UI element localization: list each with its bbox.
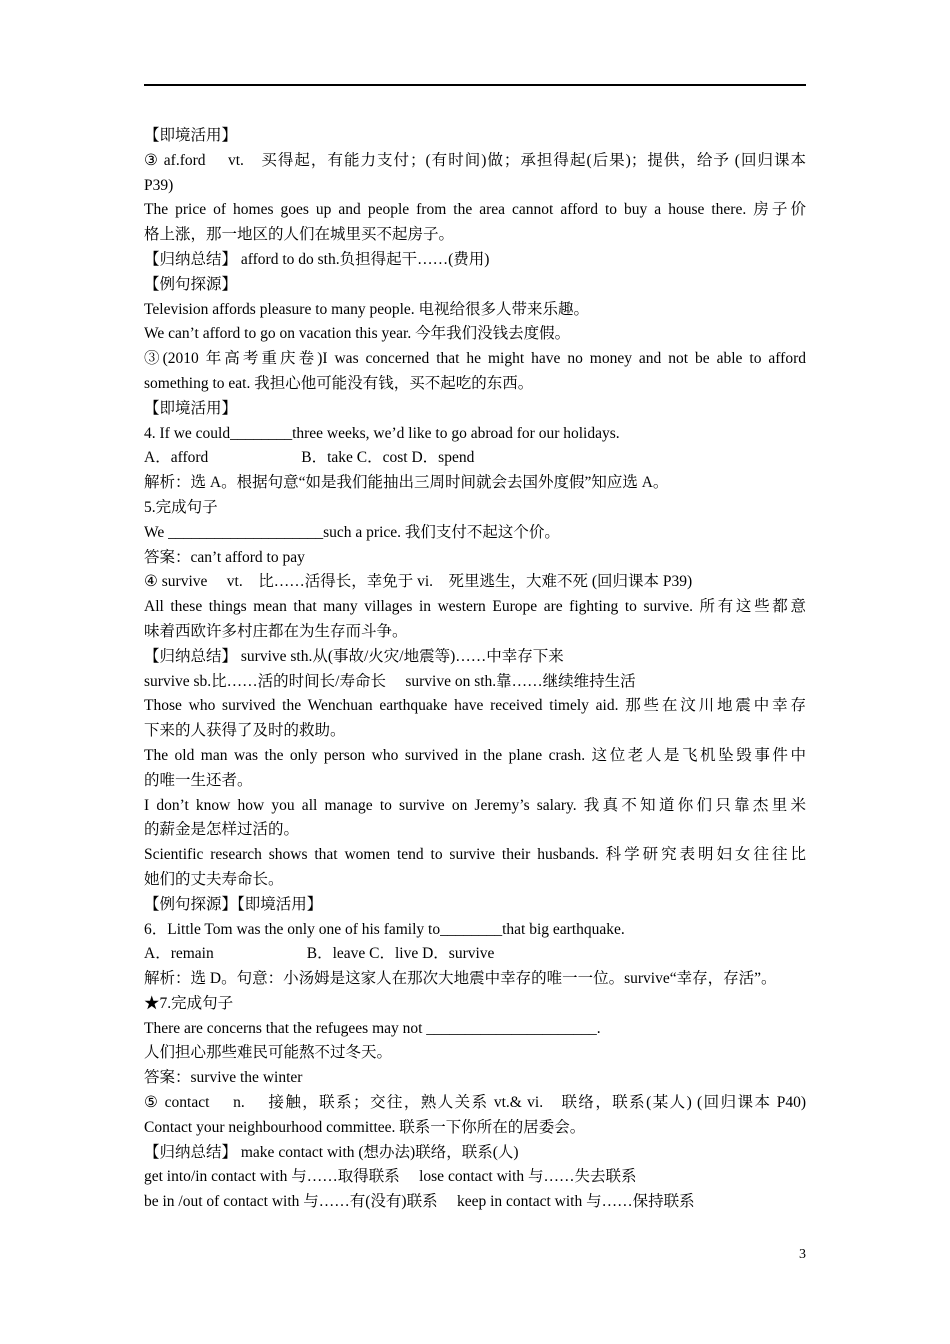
summary-line: 【归纳总结】 survive sth.从(事故/火灾/地震等)……中幸存下来 bbox=[144, 647, 564, 665]
vocab-entry: ④ survive vt. 比……活得长，幸免于 vi. 死里逃生，大难不死 (回归课本 P39) bbox=[144, 573, 693, 591]
exercise-question: We ____________________such a price. 我们支付不起这个价。 bbox=[144, 523, 560, 541]
exercise-question: 4. If we could________three weeks, we’d like to go abroad for our holidays. bbox=[144, 424, 620, 442]
text-line: 味着西欧许多村庄都在为生存而斗争。 bbox=[144, 622, 408, 640]
exercise-options: A．remain B．leave C．live D．survive bbox=[144, 945, 495, 963]
exercise-heading: 5.完成句子 bbox=[144, 498, 218, 516]
text-line: 人们担心那些难民可能熬不过冬天。 bbox=[144, 1044, 393, 1062]
text-line: 的薪金是怎样过活的。 bbox=[144, 821, 300, 839]
summary-line: be in /out of contact with 与……有(没有)联系 keep in contact with 与……保持联系 bbox=[144, 1193, 695, 1211]
text-line: 的唯一生还者。 bbox=[144, 771, 253, 789]
example-sentence: Those who survived the Wenchuan earthquake have received timely aid. 那些在汶川地震中幸存 bbox=[144, 697, 806, 715]
vocab-entry: ⑤ contact n. 接触，联系；交往，熟人关系 vt.& vi. 联络，联系(某人) (回归课本 P40) bbox=[144, 1094, 806, 1112]
exercise-heading: ★7.完成句子 bbox=[144, 994, 234, 1012]
summary-line: 【归纳总结】 make contact with (想办法)联络，联系(人) bbox=[144, 1143, 519, 1161]
example-sentence: Contact your neighbourhood committee. 联系一下你所在的居委会。 bbox=[144, 1118, 586, 1136]
page-body bbox=[144, 124, 806, 1215]
exercise-question: 6．Little Tom was the only one of his family to________that big earthquake. bbox=[144, 920, 625, 938]
example-sentence: Scientific research shows that women tend to survive their husbands. 科学研究表明妇女往往比 bbox=[144, 846, 806, 864]
example-sentence: Television affords pleasure to many people. 电视给很多人带来乐趣。 bbox=[144, 300, 590, 318]
exercise-options: A．afford B．take C．cost D．spend bbox=[144, 449, 475, 467]
header-rule bbox=[144, 84, 806, 86]
summary-line: 【归纳总结】 afford to do sth.负担得起干……(费用) bbox=[144, 250, 490, 268]
section-label: 【例句探源】 bbox=[144, 275, 238, 293]
example-sentence: ③(2010 年高考重庆卷)I was concerned that he might have no money and not be able to afford bbox=[144, 350, 806, 368]
example-sentence: The old man was the only person who survived in the plane crash. 这位老人是飞机坠毁事件中 bbox=[144, 746, 806, 764]
summary-line: get into/in contact with 与……取得联系 lose contact with 与……失去联系 bbox=[144, 1168, 637, 1186]
text-line: 她们的丈夫寿命长。 bbox=[144, 870, 284, 888]
example-sentence: The price of homes goes up and people from the area cannot afford to buy a house there. 房子价 bbox=[144, 201, 806, 219]
section-label: 【即境活用】 bbox=[144, 399, 238, 417]
exercise-answer: 答案：survive the winter bbox=[144, 1069, 303, 1087]
exercise-answer: 答案：can’t afford to pay bbox=[144, 548, 305, 566]
exercise-explanation: 解析：选 D。句意：小汤姆是这家人在那次大地震中幸存的唯一一位。survive“幸存，存活”。 bbox=[144, 970, 777, 988]
page-number: 3 bbox=[799, 1247, 806, 1262]
vocab-entry: ③ af.ford vt. 买得起，有能力支付；(有时间)做；承担得起(后果)；提供，给予 (回归课本 bbox=[144, 151, 806, 169]
section-label: 【即境活用】 bbox=[144, 127, 238, 144]
example-sentence: We can’t afford to go on vacation this year. 今年我们没钱去度假。 bbox=[144, 325, 571, 343]
exercise-explanation: 解析：选 A。根据句意“如是我们能抽出三周时间就会去国外度假”知应选 A。 bbox=[144, 474, 669, 492]
exercise-question: There are concerns that the refugees may not ______________________. bbox=[144, 1019, 601, 1037]
text-line: something to eat. 我担心他可能没有钱，买不起吃的东西。 bbox=[144, 374, 534, 392]
example-sentence: I don’t know how you all manage to survive on Jeremy’s salary. 我真不知道你们只靠杰里米 bbox=[144, 796, 806, 814]
text-line: 下来的人获得了及时的救助。 bbox=[144, 722, 346, 740]
example-sentence: All these things mean that many villages in western Europe are fighting to survive. 所有这些都意 bbox=[144, 598, 806, 616]
section-label: 【例句探源】【即境活用】 bbox=[144, 895, 323, 913]
text-line: 格上涨，那一地区的人们在城里买不起房子。 bbox=[144, 226, 455, 244]
summary-line: survive sb.比……活的时间长/寿命长 survive on sth.靠……继续维持生活 bbox=[144, 672, 636, 690]
text-line: P39) bbox=[144, 176, 174, 194]
